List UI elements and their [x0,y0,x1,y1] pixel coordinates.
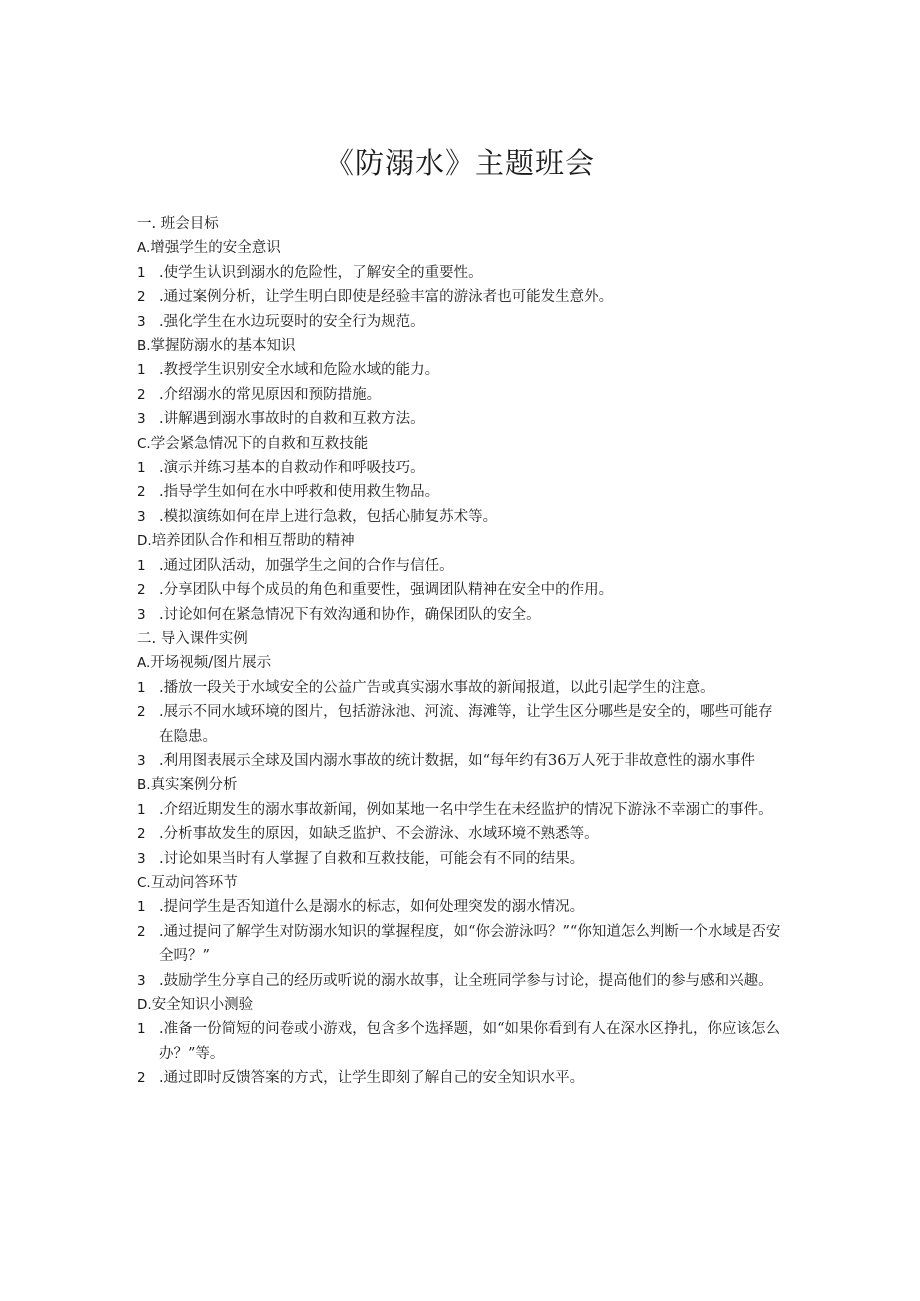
list-item-number: 2 [137,582,146,599]
list-item-number: 3 [137,972,146,989]
list-item-number: 1 [137,362,146,379]
list-item-number: 1 [137,460,146,477]
list-item-text: .指导学生如何在水中呼救和使用救生物品。 [159,484,440,501]
subsection-letter: A. [137,240,151,257]
list-item-text: .演示并练习基本的自救动作和呼吸技巧。 [159,460,425,477]
list-item-text: .鼓励学生分享自己的经历或听说的溺水故事，让全班同学参与讨论，提高他们的参与感和兴趣。 [159,972,773,989]
list-item-text: .提问学生是否知道什么是溺水的标志，如何处理突发的溺水情况。 [159,899,585,916]
subsection-letter: B. [137,777,151,794]
subsection-letter: A. [137,655,151,672]
subsection-letter: D. [137,997,152,1013]
list-item-number: 2 [137,289,146,306]
list-item [137,895,787,919]
list-item [137,383,787,407]
list-item [137,456,787,480]
subsection-label: 培养团队合作和相互帮助的精神 [151,533,355,550]
list-item-number: 3 [137,606,146,623]
subsection-label: 开场视频/图片展示 [150,655,272,672]
list-item-number: 3 [137,508,146,525]
list-item-number: 2 [137,704,146,721]
subsection-label: 安全知识小测验 [151,997,254,1013]
list-item [137,578,787,602]
list-item [137,1017,787,1066]
list-item [137,285,787,309]
list-item-text: .通过团队活动，加强学生之间的合作与信任。 [159,557,454,574]
subsection-heading [137,432,787,456]
list-item-number: 3 [137,752,146,769]
subsection-letter: D. [137,533,152,550]
list-item-text: .通过即时反馈答案的方式，让学生即刻了解自己的安全知识水平。 [159,1070,585,1087]
list-item [137,798,787,822]
list-item-number: 1 [137,264,146,281]
list-item-text: .通过案例分析，让学生明白即使是经验丰富的游泳者也可能发生意外。 [159,289,614,306]
list-item-text: .讲解遇到溺水事故时的自救和互救方法。 [159,411,425,428]
document-body [137,212,787,1091]
subsection-letter: B. [137,338,151,355]
list-item-number: 1 [137,899,146,916]
list-item-number: 3 [137,313,146,330]
section-heading: 二. 导入课件实例 [137,630,248,647]
list-item [137,1066,787,1090]
subsection-heading [137,334,787,358]
list-item-text: .介绍近期发生的溺水事故新闻，例如某地一名中学生在未经监护的情况下游泳不幸溺亡的事件。 [159,801,773,818]
list-item-number: 1 [137,1021,146,1038]
list-item-text: .分析事故发生的原因，如缺乏监护、不会游泳、水域环境不熟悉等。 [159,826,599,843]
list-item [137,676,787,700]
list-item-number: 2 [137,386,146,403]
subsection-heading [137,871,787,895]
list-item-number: 2 [137,484,146,501]
list-item-text: .展示不同水域环境的图片，包括游泳池、河流、海滩等，让学生区分哪些是安全的，哪些可能存在隐患。 [159,704,773,745]
list-item-text: .使学生认识到溺水的危险性，了解安全的重要性。 [159,264,483,281]
list-item [137,554,787,578]
subsection-letter: C. [137,874,151,891]
list-item-number: 2 [137,923,146,940]
list-item-text: .讨论如果当时有人掌握了自救和互救技能，可能会有不同的结果。 [159,850,585,867]
subsection-label: 真实案例分析 [150,777,238,794]
list-item [137,847,787,871]
list-item-text: .教授学生识别安全水域和危险水域的能力。 [159,362,440,379]
list-item [137,920,787,969]
list-item [137,749,787,773]
list-item-text: .播放一段关于水域安全的公益广告或真实溺水事故的新闻报道，以此引起学生的注意。 [159,679,715,696]
list-item-text: .模拟演练如何在岸上进行急救，包括心肺复苏术等。 [159,508,498,525]
list-item [137,700,787,749]
list-item [137,358,787,382]
list-item-text: .讨论如何在紧急情况下有效沟通和协作，确保团队的安全。 [159,606,541,623]
list-item [137,603,787,627]
list-item-text: .利用图表展示全球及国内溺水事故的统计数据，如“每年约有36万人死于非故意性的溺水事件 [159,752,755,769]
subsection-heading [137,773,787,797]
subsection-heading [137,651,787,675]
list-item [137,480,787,504]
list-item-number: 2 [137,826,146,843]
list-item-number: 3 [137,850,146,867]
subsection-label: 掌握防溺水的基本知识 [150,338,296,355]
subsection-heading [137,993,787,1017]
list-item-text: .强化学生在水边玩耍时的安全行为规范。 [159,313,425,330]
list-item-number: 1 [137,557,146,574]
page-title: 《防溺水》主题班会 [324,146,595,180]
list-item-text: .通过提问了解学生对防溺水知识的掌握程度，如“你会游泳吗？”“你知道怎么判断一个水域是否安全吗？” [159,923,781,965]
subsection-heading [137,529,787,553]
list-item [137,261,787,285]
subsection-label: 学会紧急情况下的自救和互救技能 [150,435,369,452]
subsection-label: 互动问答环节 [150,874,238,891]
section-heading: 一. 班会目标 [137,216,219,232]
list-item [137,407,787,431]
list-item-number: 1 [137,679,146,696]
list-item [137,310,787,334]
list-item-number: 3 [137,411,146,428]
list-item [137,969,787,993]
list-item-number: 2 [137,1070,146,1087]
subsection-heading [137,236,787,260]
list-item [137,822,787,846]
list-item-text: .介绍溺水的常见原因和预防措施。 [159,386,382,403]
list-item-text: .准备一份简短的问卷或小游戏，包含多个选择题，如“如果你看到有人在深水区挣扎，你应该怎么办？”等。 [159,1021,781,1062]
list-item-text: .分享团队中每个成员的角色和重要性，强调团队精神在安全中的作用。 [159,582,614,599]
subsection-letter: C. [137,435,151,452]
list-item-number: 1 [137,801,146,818]
subsection-label: 增强学生的安全意识 [150,240,281,257]
list-item [137,505,787,529]
